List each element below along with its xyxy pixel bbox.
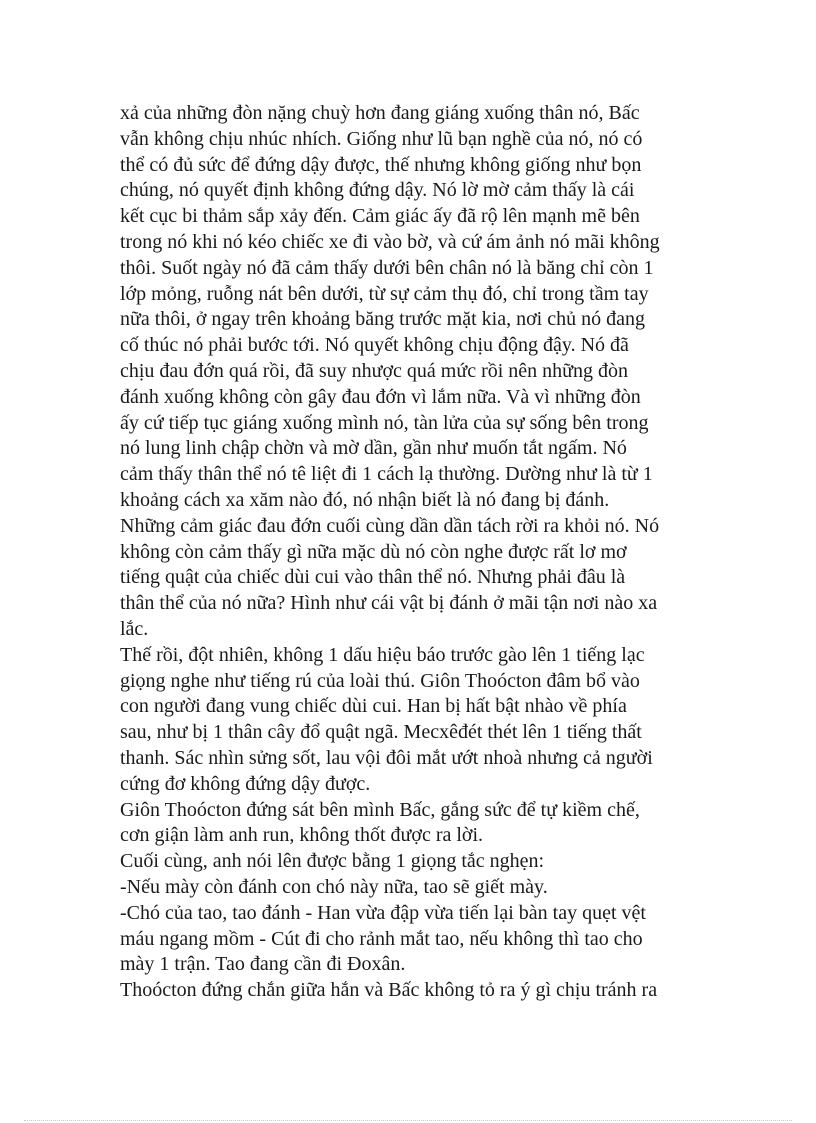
page-bottom-divider: [24, 1120, 792, 1121]
text-line: lắc.: [120, 617, 149, 640]
text-line: cứng đơ không đứng dậy được.: [120, 772, 371, 795]
text-line: xả của những đòn nặng chuỳ hơn đang giáng xuống thân nó, Bấc: [120, 102, 640, 124]
text-line: Thế rồi, đột nhiên, không 1 dấu hiệu báo trước gào lên 1 tiếng lạc: [120, 643, 645, 666]
text-line: chúng, nó quyết định không đứng dậy. Nó lờ mờ cảm thấy là cái: [120, 179, 635, 202]
text-line: cơn giận làm anh run, không thốt được ra lời.: [120, 824, 484, 847]
text-line: Thoócton đứng chắn giữa hắn và Bấc không tỏ ra ý gì chịu tránh ra: [120, 979, 658, 1002]
text-line: máu ngang mồm - Cút đi cho rảnh mắt tao, nếu không thì tao cho: [120, 927, 643, 950]
text-line: thanh. Sác nhìn sửng sốt, lau vội đôi mắt ướt nhoà nhưng cả người: [120, 746, 653, 769]
text-line: chịu đau đớn quá rồi, đã suy nhược quá mức rồi nên những đòn: [120, 359, 629, 382]
text-line: -Nếu mày còn đánh con chó này nữa, tao sẽ giết mày.: [120, 875, 548, 898]
text-line: trong nó khi nó kéo chiếc xe đi vào bờ, và cứ ám ảnh nó mãi không: [120, 230, 660, 253]
text-line: Cuối cùng, anh nói lên được bằng 1 giọng tắc nghẹn:: [120, 850, 545, 873]
text-line: thôi. Suốt ngày nó đã cảm thấy dưới bên chân nó là băng chỉ còn 1: [120, 256, 654, 279]
text-line: nó lung linh chập chờn và mờ dần, gần như muốn tắt ngấm. Nó: [120, 437, 627, 460]
text-line: mày 1 trận. Tao đang cần đi Đoxân.: [120, 953, 406, 976]
body-text: [120, 101, 700, 1004]
text-line: -Chó của tao, tao đánh - Han vừa đập vừa tiến lại bàn tay quẹt vệt: [120, 901, 646, 924]
text-line: thân thể của nó nữa? Hình như cái vật bị đánh ở mãi tận nơi nào xa: [120, 592, 658, 615]
text-line: lớp mỏng, ruỗng nát bên dưới, từ sự cảm thụ đó, chỉ trong tầm tay: [120, 282, 649, 305]
text-line: khoảng cách xa xăm nào đó, nó nhận biết là nó đang bị đánh.: [120, 488, 610, 511]
text-line: không còn cảm thấy gì nữa mặc dù nó còn nghe được rất lơ mơ: [120, 540, 627, 563]
text-line: con người đang vung chiếc dùi cui. Han bị hất bật nhào về phía: [120, 695, 627, 718]
text-line: Những cảm giác đau đớn cuối cùng dần dần tách rời ra khỏi nó. Nó: [120, 514, 660, 537]
text-line: sau, như bị 1 thân cây đổ quật ngã. Mecxêđét thét lên 1 tiếng thất: [120, 721, 642, 744]
text-line: ấy cứ tiếp tục giáng xuống mình nó, tàn lửa của sự sống bên trong: [120, 411, 649, 434]
text-line: nữa thôi, ở ngay trên khoảng băng trước mặt kia, nơi chủ nó đang: [120, 308, 645, 331]
text-line: giọng nghe như tiếng rú của loài thú. Giôn Thoócton đâm bổ vào: [120, 669, 640, 692]
text-line: cảm thấy thân thể nó tê liệt đi 1 cách lạ thường. Dường như là từ 1: [120, 463, 653, 486]
text-line: vẫn không chịu nhúc nhích. Giống như lũ bạn nghề của nó, nó có: [120, 127, 643, 150]
text-line: tiếng quật của chiếc dùi cui vào thân thể nó. Nhưng phải đâu là: [120, 566, 626, 589]
text-line: cố thúc nó phải bước tới. Nó quyết không chịu động đậy. Nó đã: [120, 334, 629, 357]
text-line: kết cục bi thảm sắp xảy đến. Cảm giác ấy đã rộ lên mạnh mẽ bên: [120, 205, 640, 228]
text-line: thể có đủ sức để đứng dậy được, thế nhưng không giống như bọn: [120, 153, 642, 176]
text-line: đánh xuống không còn gây đau đớn vì lắm nữa. Và vì những đòn: [120, 385, 641, 408]
text-line: Giôn Thoócton đứng sát bên mình Bấc, gắng sức để tự kiềm chế,: [120, 798, 640, 821]
